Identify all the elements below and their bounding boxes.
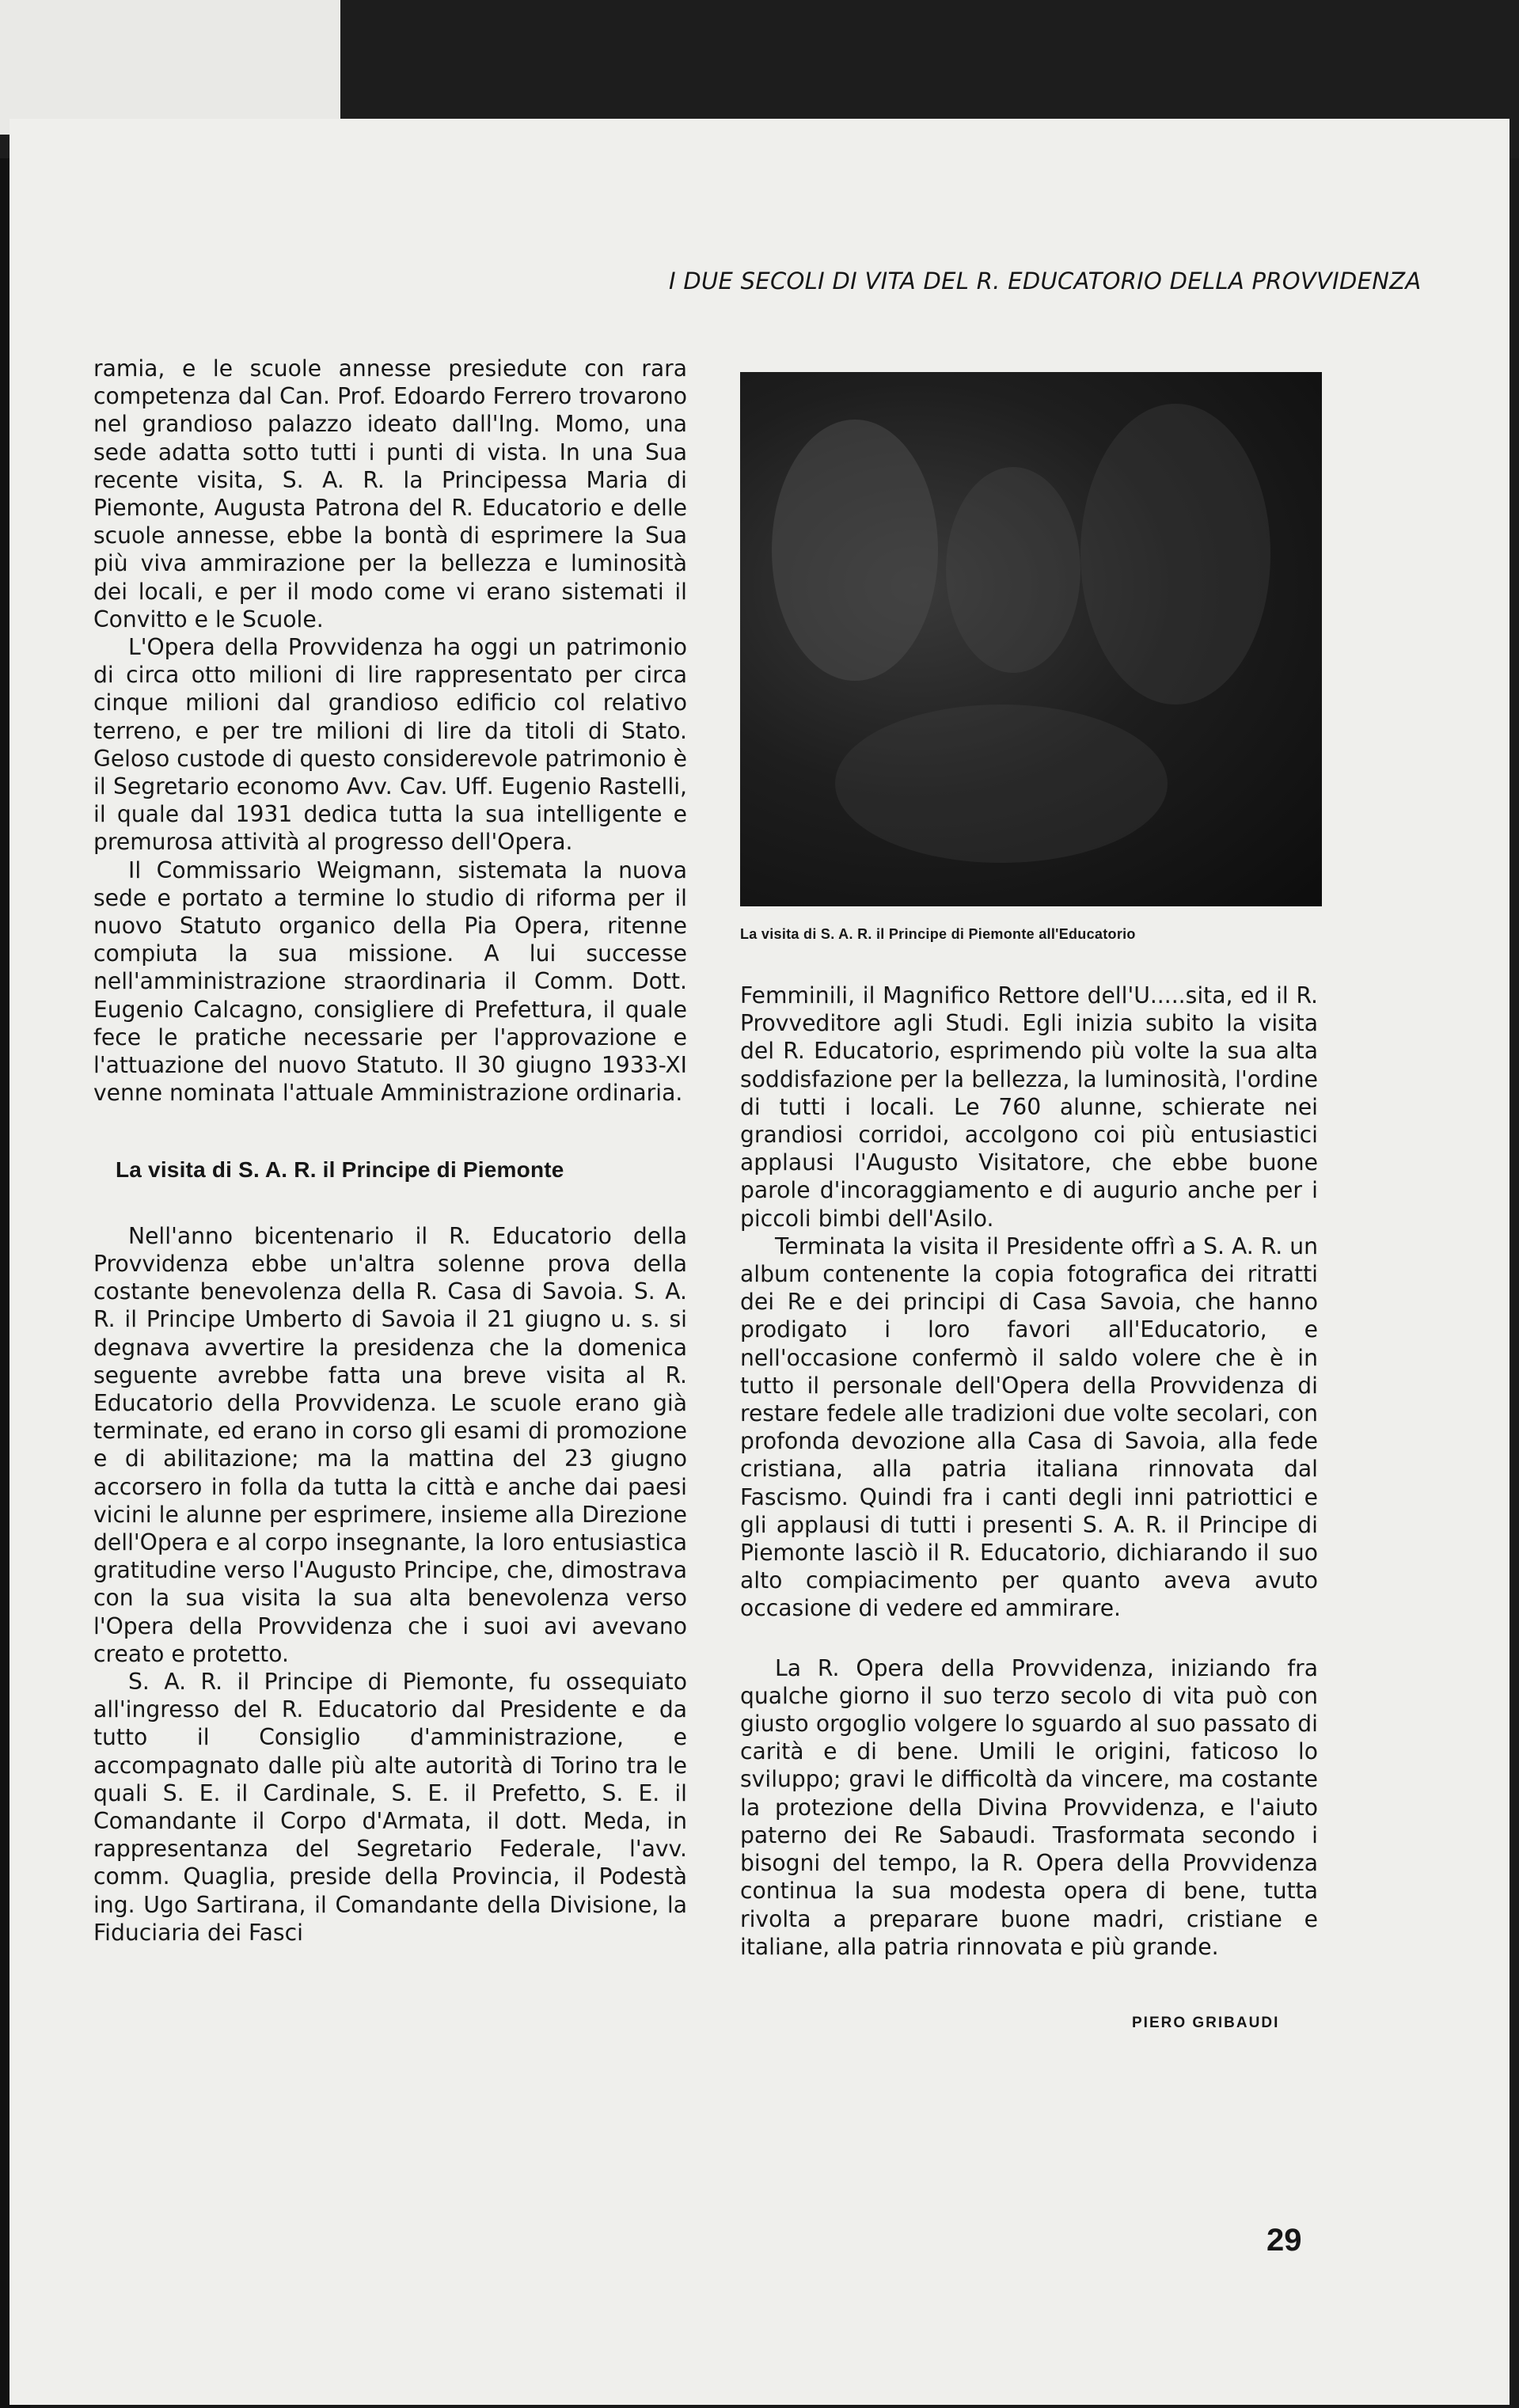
section-title: La visita di S. A. R. il Principe di Piemonte [116, 1157, 564, 1183]
paragraph: Femminili, il Magnifico Rettore dell'U.....sita, ed il R. Provveditore agli Studi. Egli inizia subito la visita del R. Educatorio, esprimendo più volte la sua alta soddisfazione per la bellezza, la luminosità, l'ordine di tutti i locali. Le 760 alunne, schierate nei grandiosi corridoi, accolgono coi più entusiastici applausi l'Augusto Visitatore, che ebbe buone parole d'incoraggiamento e di augurio anche per i piccoli bimbi dell'Asilo. [740, 982, 1318, 1232]
author-signature: PIERO GRIBAUDI [1132, 2015, 1280, 2031]
paragraph: La R. Opera della Provvidenza, iniziando fra qualche giorno il suo terzo secolo di vita può con giusto orgoglio volgere lo sguardo al suo passato di carità e di bene. Umili le origini, faticoso lo sviluppo; gravi le difficoltà da vincere, ma costante la protezione della Divina Provvidenza, e l'aiuto paterno dei Re Sabaudi. Trasformata secondo i bisogni del tempo, la R. Opera della Provvidenza continua la sua modesta opera di bene, tutta rivolta a preparare buone madri, cristiane e italiane, alla patria rinnovata e più grande. [740, 1654, 1318, 1960]
photo-caption: La visita di S. A. R. il Principe di Piemonte all'Educatorio [740, 926, 1136, 942]
photograph [740, 372, 1322, 906]
scan-top-left-corner [0, 0, 340, 135]
paragraph: Terminata la visita il Presidente offrì a S. A. R. un album contenente la copia fotografica dei ritratti dei Re e dei principi di Casa Savoia, che hanno prodigato i loro favori all'Educatorio, e nell'occasione confermò il saldo volere che è in tutto il personale dell'Opera della Provvidenza di restare fedele alle tradizioni due volte secolari, con profonda devozione alla Casa di Savoia, alla fede cristiana, alla patria italiana rinnovata dal Fascismo. Quindi fra i canti degli inni patriottici e gli applausi di tutti i presenti S. A. R. il Principe di Piemonte lasciò il R. Educatorio, dichiarando il suo alto compiacimento per quanto aveva avuto occasione di vedere ed ammirare. [740, 1232, 1318, 1622]
paragraph: Nell'anno bicentenario il R. Educatorio della Provvidenza ebbe un'altra solenne prova della costante benevolenza della R. Casa di Savoia. S. A. R. il Principe Umberto di Savoia il 21 giugno u. s. si degnava avvertire la presidenza che la domenica seguente avrebbe fatta una breve visita al R. Educatorio della Provvidenza. Le scuole erano già terminate, ed erano in corso gli esami di promozione e di abilitazione; ma la mattina del 23 giugno accorsero in folla da tutta la città e anche dai paesi vicini le alunne per esprimere, insieme alla Direzione dell'Opera e al corpo insegnante, la loro entusiastica gratitudine verso l'Augusto Principe, che, dimostrava con la sua visita la sua alta benevolenza verso l'Opera della Provvidenza che i suoi avi avevano creato e protetto. [93, 1222, 687, 1667]
right-column [740, 982, 1318, 1961]
paragraph: ramia, e le scuole annesse presiedute con rara competenza dal Can. Prof. Edoardo Ferrero trovarono nel grandioso palazzo ideato dall'Ing. Momo, una sede adatta sotto tutti i punti di vista. In una Sua recente visita, S. A. R. la Principessa Maria di Piemonte, Augusta Patrona del R. Educatorio e delle scuole annesse, ebbe la bontà di esprimere la Sua più viva ammirazione per la bellezza e luminosità dei locali, e per il modo come vi erano sistemati il Convitto e le Scuole. [93, 355, 687, 632]
page-number: 29 [1266, 2223, 1302, 2258]
paragraph: L'Opera della Provvidenza ha oggi un patrimonio di circa otto milioni di lire rappresentato per circa cinque milioni dal grandioso edificio col relativo terreno, e per tre milioni di lire da titoli di Stato. Geloso custode di questo considerevole patrimonio è il Segretario economo Avv. Cav. Uff. Eugenio Rastelli, il quale dal 1931 dedica tutta la sua intelligente e premurosa attività al progresso dell'Opera. [93, 634, 687, 856]
paragraph: S. A. R. il Principe di Piemonte, fu ossequiato all'ingresso del R. Educatorio dal Presidente e da tutto il Consiglio d'amministrazione, e accompagnato dalle più alte autorità di Torino tra le quali S. E. il Cardinale, S. E. il Prefetto, S. E. il Comandante il Corpo d'Armata, il dott. Meda, in rappresentanza del Segretario Federale, l'avv. comm. Quaglia, preside della Provincia, il Podestà ing. Ugo Sartirana, il Comandante della Divisione, la Fiduciaria dei Fasci [93, 1668, 687, 1946]
left-column [93, 355, 687, 1947]
paragraph: Il Commissario Weigmann, sistemata la nuova sede e portato a termine lo studio di riforma per il nuovo Statuto organico della Pia Opera, ritenne compiuta la sua missione. A lui successe nell'amministrazione straordinaria il Comm. Dott. Eugenio Calcagno, consigliere di Prefettura, il quale fece le pratiche necessarie per l'approvazione e l'attuazione del nuovo Statuto. Il 30 giugno 1933-XI venne nominata l'attuale Amministrazione ordinaria. [93, 856, 687, 1107]
running-head: I DUE SECOLI DI VITA DEL R. EDUCATORIO DELLA PROVVIDENZA [669, 268, 1422, 294]
